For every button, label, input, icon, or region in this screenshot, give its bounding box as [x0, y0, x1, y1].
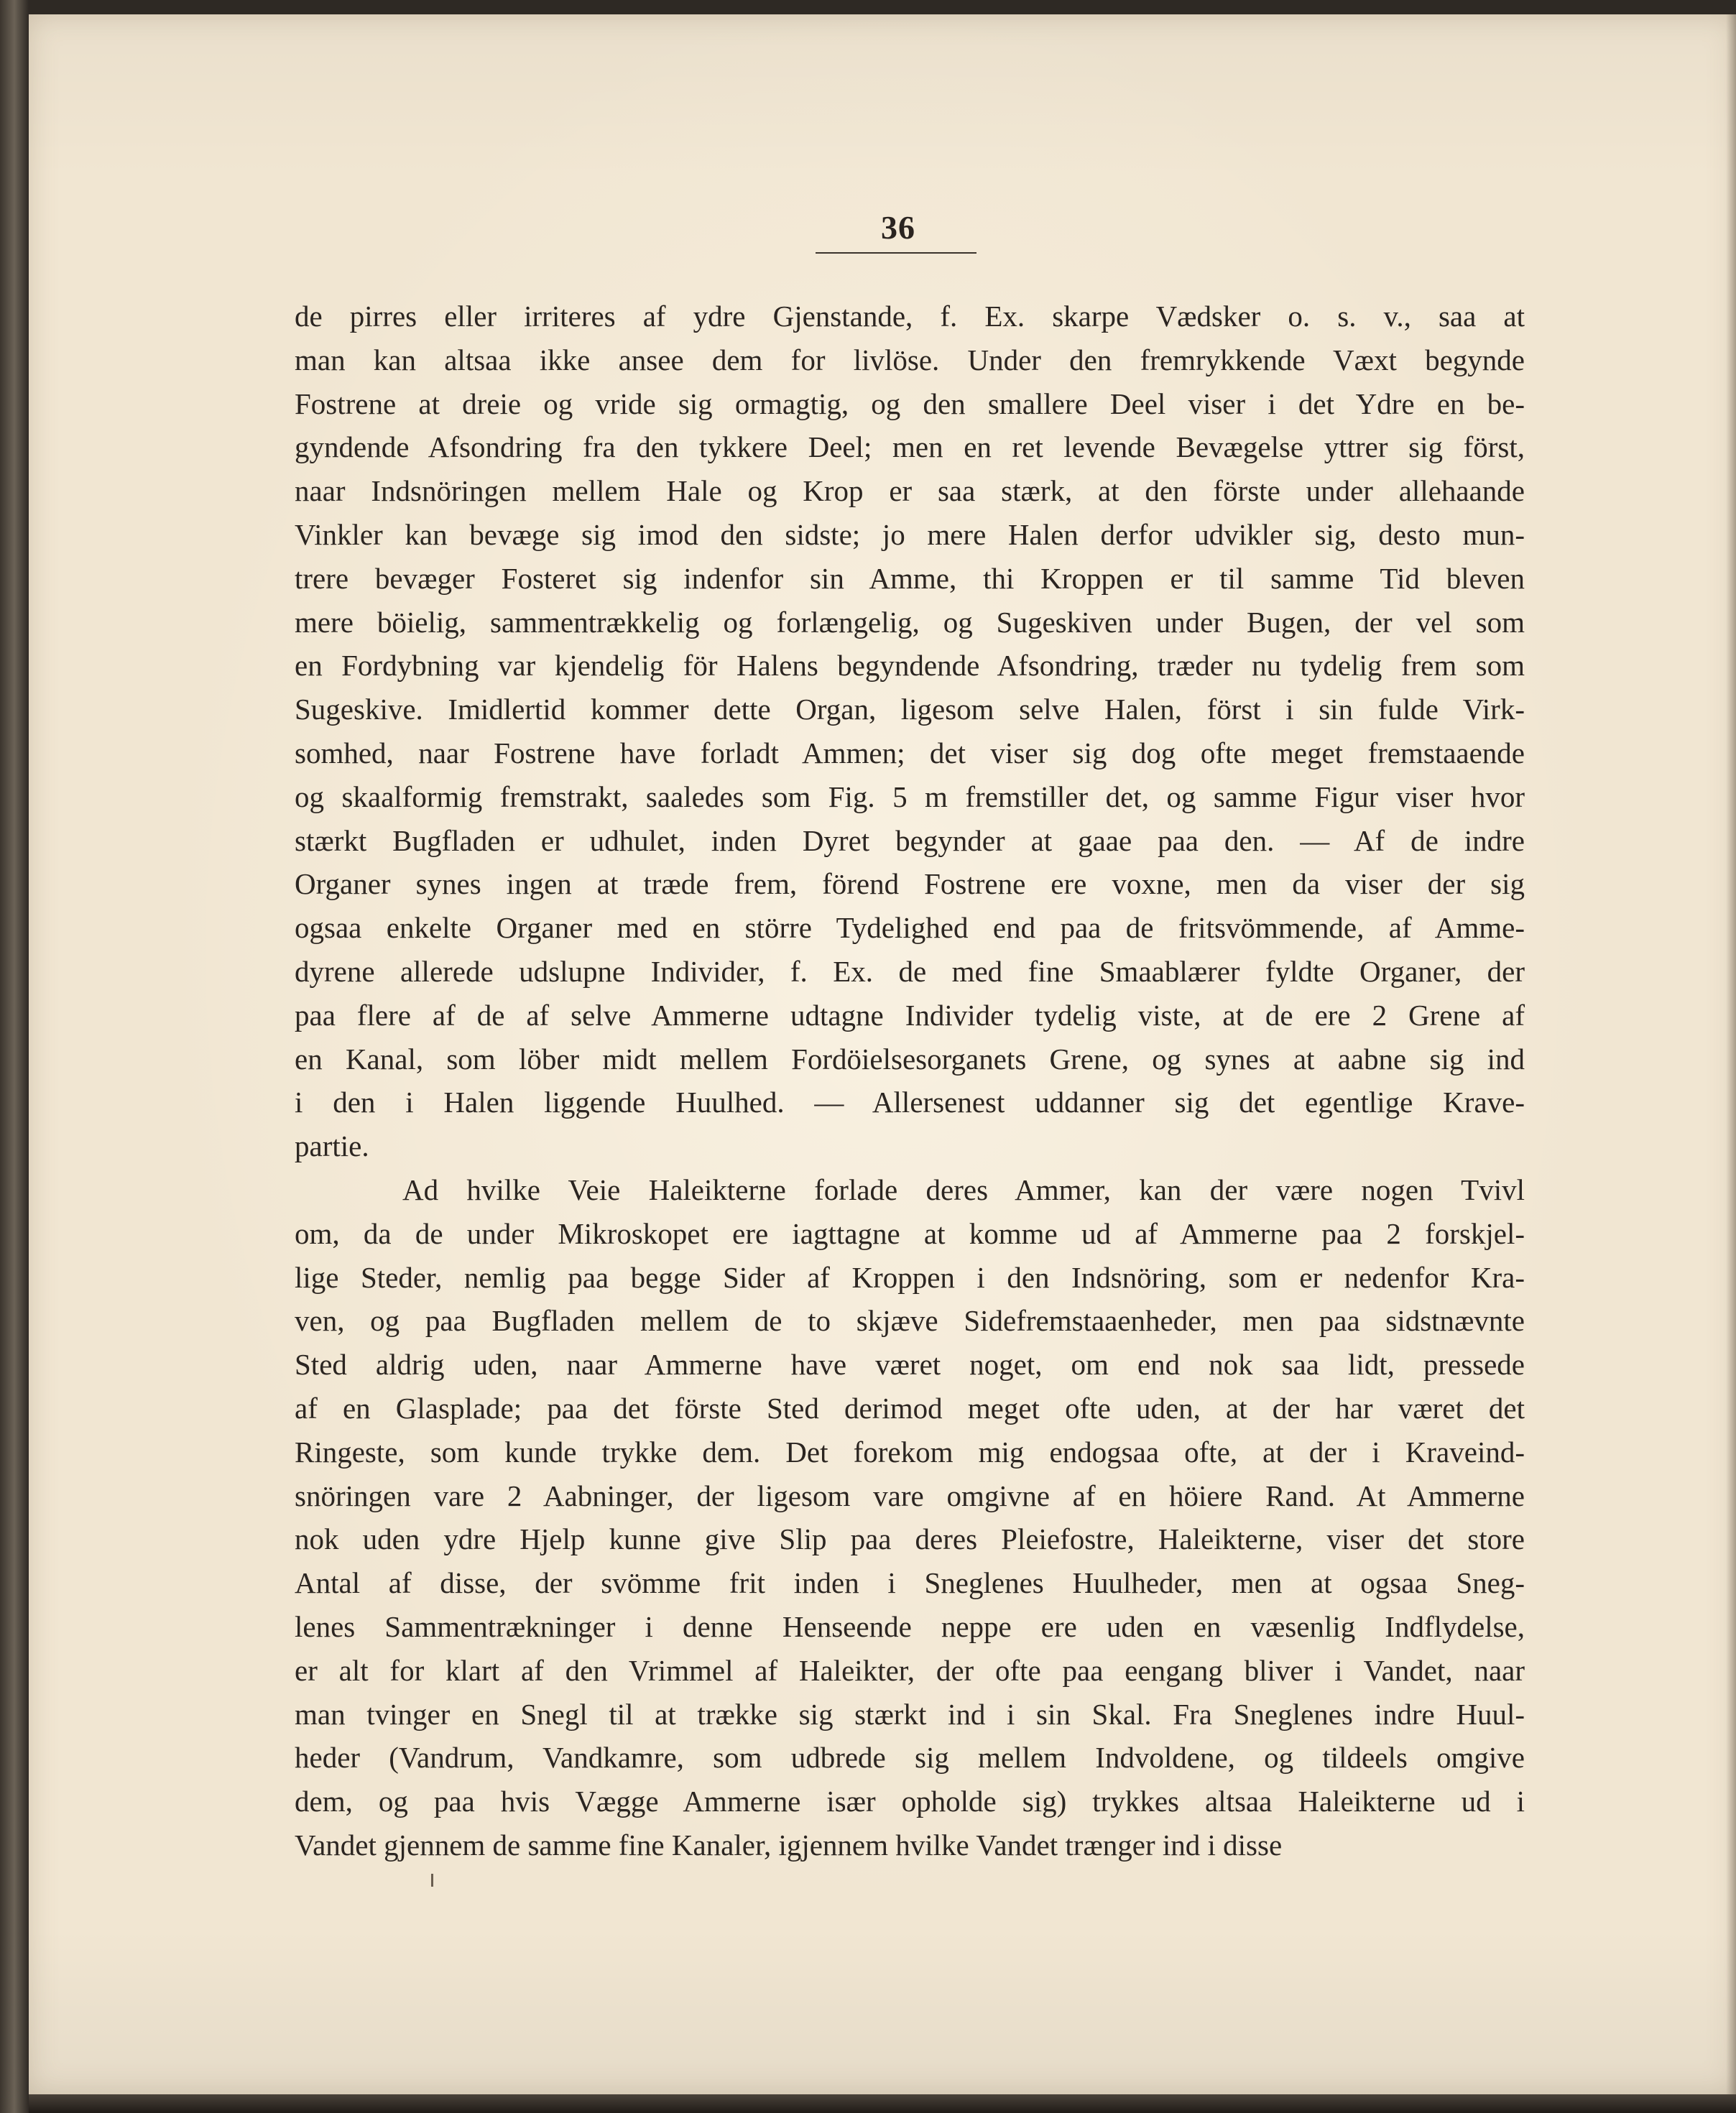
text-line: stærkt Bugfladen er udhulet, inden Dyret begynder at gaae paa den. — Af de indre — [295, 823, 1525, 857]
text-line: om, da de under Mikroskopet ere iagttagne at komme ud af Ammerne paa 2 forskjel- — [295, 1216, 1525, 1250]
text-line: trere bevæger Fosteret sig indenfor sin Amme, thi Kroppen er til samme Tid bleven — [295, 561, 1525, 595]
text-line: af en Glasplade; paa det förste Sted derimod meget ofte uden, at der har været det — [295, 1391, 1525, 1425]
text-line: Ad hvilke Veie Haleikterne forlade deres Ammer, kan der være nogen Tvivl — [402, 1173, 1525, 1206]
page-edge-shadow — [1726, 14, 1736, 2094]
text-line: dem, og paa hvis Vægge Ammerne især opholde sig) trykkes altsaa Haleikterne ud i — [295, 1785, 1525, 1818]
text-line: en Kanal, som löber midt mellem Fordöielsesorganets Grene, og synes at aabne sig ind — [295, 1042, 1525, 1076]
text-line: i den i Halen liggende Huulhed. — Allersenest uddanner sig det egentlige Krave- — [295, 1086, 1525, 1119]
text-line: gyndende Afsondring fra den tykkere Deel; men en ret levende Bevægelse yttrer sig först, — [295, 430, 1525, 464]
text-line: Ringeste, som kunde trykke dem. Det forekom mig endogsaa ofte, at der i Kraveind- — [295, 1435, 1525, 1469]
text-line: snöringen vare 2 Aabninger, der ligesom vare omgivne af en höiere Rand. At Ammerne — [295, 1479, 1525, 1512]
text-line: Antal af disse, der svömme frit inden i Sneglenes Huulheder, men at ogsaa Sneg- — [295, 1566, 1525, 1600]
text-line: heder (Vandrum, Vandkamre, som udbrede sig mellem Indvoldene, og tildeels omgive — [295, 1741, 1525, 1775]
text-line: en Fordybning var kjendelig för Halens begyndende Afsondring, træder nu tydelig frem som — [295, 649, 1525, 683]
text-line: Sted aldrig uden, naar Ammerne have været noget, om end nok saa lidt, pressede — [295, 1348, 1525, 1382]
bottom-edge — [29, 2094, 1736, 2113]
text-line: dyrene allerede udslupne Individer, f. Ex. de med fine Smaablærer fyldte Organer, der — [295, 954, 1525, 988]
ink-mark — [431, 1874, 433, 1887]
text-line: lige Steder, nemlig paa begge Sider af Kroppen i den Indsnöring, som er nedenfor Kra- — [295, 1260, 1525, 1294]
text-line: partie. — [295, 1129, 369, 1163]
text-line: mere böielig, sammentrækkelig og forlængelig, og Sugeskiven under Bugen, der vel som — [295, 605, 1525, 639]
text-line: og skaalformig fremstrakt, saaledes som Fig. 5 m fremstiller det, og samme Figur viser hvor — [295, 780, 1525, 813]
text-line: Vinkler kan bevæge sig imod den sidste; jo mere Halen derfor udvikler sig, desto mun- — [295, 517, 1525, 551]
text-line: nok uden ydre Hjelp kunne give Slip paa deres Pleiefostre, Haleikterne, viser det store — [295, 1522, 1525, 1556]
page-number: 36 — [881, 209, 915, 246]
text-line: Organer synes ingen at træde frem, förend Fostrene ere voxne, men da viser der sig — [295, 867, 1525, 901]
text-line: somhed, naar Fostrene have forladt Ammen; det viser sig dog ofte meget fremstaaende — [295, 736, 1525, 769]
body-text — [295, 295, 1525, 1867]
text-line: de pirres eller irriteres af ydre Gjenstande, f. Ex. skarpe Vædsker o. s. v., saa at — [295, 300, 1525, 333]
text-line: man tvinger en Snegl til at trække sig stærkt ind i sin Skal. Fra Sneglenes indre Huul- — [295, 1697, 1525, 1731]
text-line: paa flere af de af selve Ammerne udtagne Individer tydelig viste, at de ere 2 Grene af — [295, 998, 1525, 1032]
header-rule — [816, 252, 976, 254]
text-line: man kan altsaa ikke ansee dem for livlöse. Under den fremrykkende Væxt begynde — [295, 343, 1525, 376]
text-line: Vandet gjennem de samme fine Kanaler, igjennem hvilke Vandet trænger ind i disse — [295, 1828, 1283, 1862]
text-line: er alt for klart af den Vrimmel af Haleikter, der ofte paa eengang bliver i Vandet, naar — [295, 1653, 1525, 1687]
text-line: lenes Sammentrækninger i denne Henseende neppe ere uden en væsenlig Indflydelse, — [295, 1609, 1525, 1643]
text-line: ogsaa enkelte Organer med en större Tydelighed end paa de fritsvömmende, af Amme- — [295, 911, 1525, 945]
paragraph — [295, 295, 1525, 1168]
paragraph — [295, 1168, 1525, 1867]
text-line: Fostrene at dreie og vride sig ormagtig, og den smallere Deel viser i det Ydre en be- — [295, 387, 1525, 420]
text-line: Sugeskive. Imidlertid kommer dette Organ, ligesom selve Halen, först i sin fulde Virk- — [295, 693, 1525, 726]
text-line: ven, og paa Bugfladen mellem de to skjæve Sidefremstaaenheder, men paa sidstnævnte — [295, 1304, 1525, 1338]
text-line: naar Indsnöringen mellem Hale og Krop er saa stærk, at den förste under allehaande — [295, 474, 1525, 508]
